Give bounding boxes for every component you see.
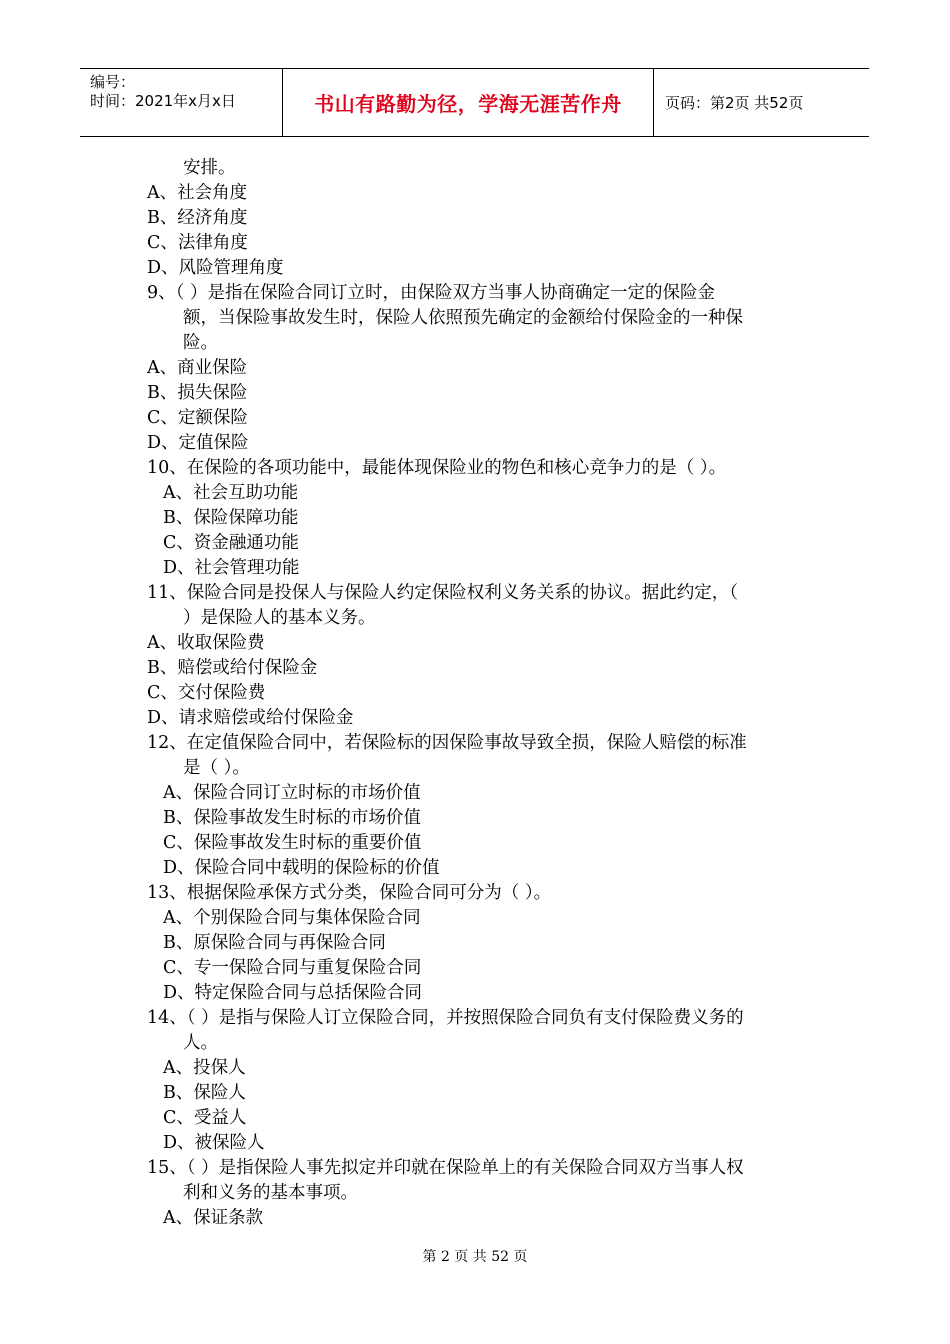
page-header — [80, 68, 869, 137]
text-line: 是（ ）。 — [183, 758, 250, 778]
header-divider — [653, 69, 654, 136]
option-line: A、商业保险 — [147, 358, 248, 378]
number-label: 编号： — [90, 73, 136, 91]
header-left — [90, 73, 236, 111]
text-line: 安排。 — [183, 158, 236, 178]
option-line: C、专一保险合同与重复保险合同 — [163, 958, 422, 978]
option-line: B、保险事故发生时标的市场价值 — [163, 808, 421, 828]
header-page-info: 页码：第2页 共52页 — [665, 94, 804, 112]
question-line: 11、保险合同是投保人与保险人约定保险权利义务关系的协议。据此约定，（ — [147, 583, 739, 603]
question-line: 10、在保险的各项功能中，最能体现保险业的物色和核心竞争力的是（ ）。 — [147, 458, 727, 478]
option-line: A、个别保险合同与集体保险合同 — [163, 908, 421, 928]
text-line: 险。 — [183, 333, 218, 353]
option-line: B、保险保障功能 — [163, 508, 299, 528]
time-label: 时间：2021年x月x日 — [90, 92, 236, 110]
option-line: D、特定保险合同与总括保险合同 — [163, 983, 423, 1003]
question-line: 9、（ ）是指在保险合同订立时，由保险双方当事人协商确定一定的保险金 — [147, 283, 715, 303]
question-line: 13、根据保险承保方式分类，保险合同可分为（ ）。 — [147, 883, 552, 903]
option-line: B、赔偿或给付保险金 — [147, 658, 318, 678]
text-line: 额，当保险事故发生时，保险人依照预先确定的金额给付保险金的一种保 — [183, 308, 743, 328]
option-line: C、法律角度 — [147, 233, 248, 253]
option-line: A、收取保险费 — [147, 633, 265, 653]
text-line: 人。 — [183, 1033, 218, 1053]
option-line: A、保证条款 — [163, 1208, 264, 1228]
text-line: 利和义务的基本事项。 — [183, 1183, 358, 1203]
option-line: C、资金融通功能 — [163, 533, 299, 553]
option-line: C、交付保险费 — [147, 683, 266, 703]
option-line: C、受益人 — [163, 1108, 247, 1128]
option-line: B、损失保险 — [147, 383, 248, 403]
page-footer: 第 2 页 共 52 页 — [422, 1249, 528, 1265]
option-line: D、被保险人 — [163, 1133, 265, 1153]
option-line: B、经济角度 — [147, 208, 248, 228]
header-motto: 书山有路勤为径，学海无涯苦作舟 — [314, 92, 622, 116]
text-line: ）是保险人的基本义务。 — [183, 608, 376, 628]
question-line: 15、（ ）是指保险人事先拟定并印就在保险单上的有关保险合同双方当事人权 — [147, 1158, 744, 1178]
option-line: B、原保险合同与再保险合同 — [163, 933, 386, 953]
option-line: D、保险合同中载明的保险标的价值 — [163, 858, 440, 878]
option-line: A、社会互助功能 — [163, 483, 299, 503]
question-line: 12、在定值保险合同中，若保险标的因保险事故导致全损，保险人赔偿的标准 — [147, 733, 747, 753]
option-line: A、社会角度 — [147, 183, 248, 203]
option-line: D、定值保险 — [147, 433, 249, 453]
option-line: B、保险人 — [163, 1083, 246, 1103]
question-line: 14、（ ）是指与保险人订立保险合同，并按照保险合同负有支付保险费义务的 — [147, 1008, 744, 1028]
option-line: D、风险管理角度 — [147, 258, 284, 278]
option-line: D、社会管理功能 — [163, 558, 300, 578]
option-line: A、保险合同订立时标的市场价值 — [163, 783, 421, 803]
option-line: D、请求赔偿或给付保险金 — [147, 708, 354, 728]
option-line: A、投保人 — [163, 1058, 246, 1078]
option-line: C、定额保险 — [147, 408, 248, 428]
option-line: C、保险事故发生时标的重要价值 — [163, 833, 422, 853]
